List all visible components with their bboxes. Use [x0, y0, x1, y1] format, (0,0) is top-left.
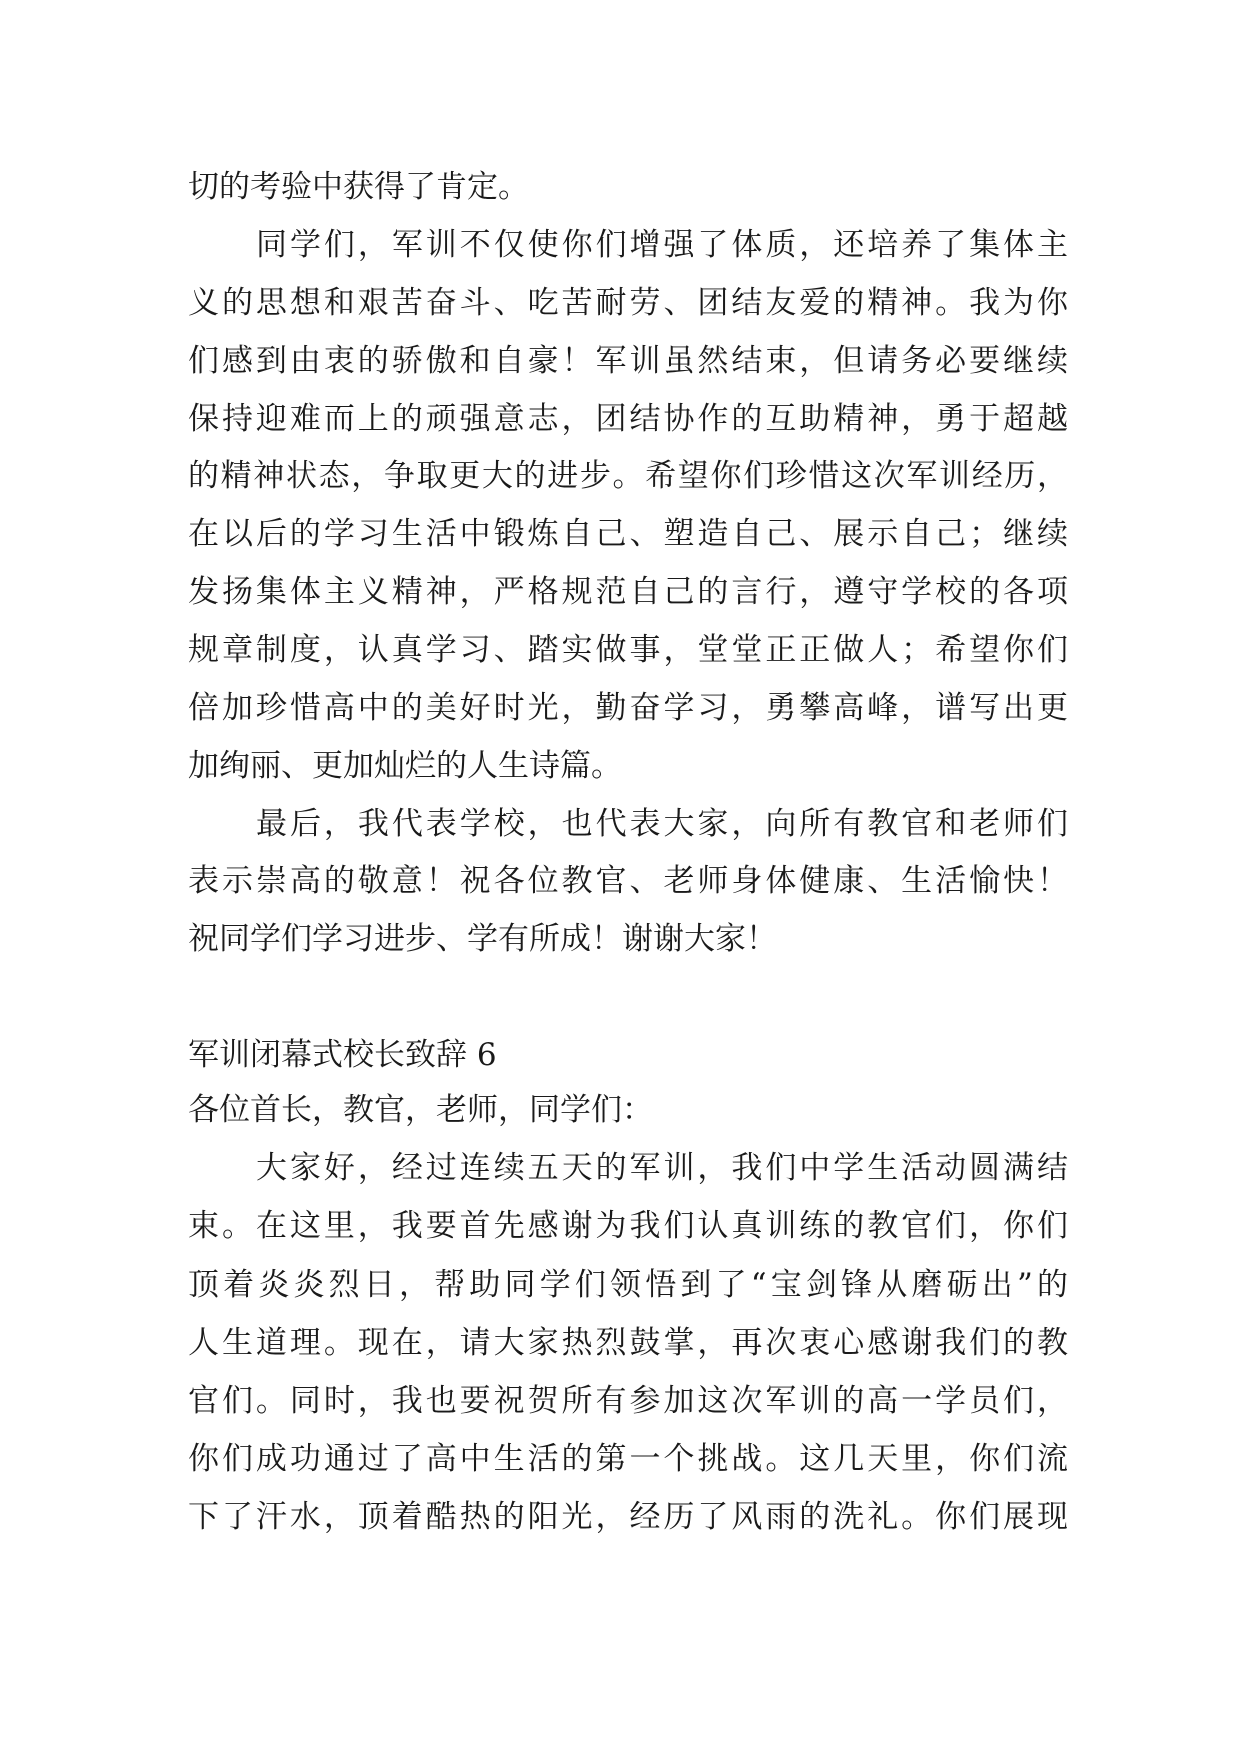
- paragraph-line: 大家好，经过连续五天的军训，我们中学生活动圆满结: [256, 1150, 1068, 1186]
- paragraph-line: 加绚丽、更加灿烂的人生诗篇。: [188, 748, 622, 784]
- paragraph-line: 保持迎难而上的顽强意志，团结协作的互助精神，勇于超越: [188, 401, 1068, 437]
- paragraph-line: 在以后的学习生活中锻炼自己、塑造自己、展示自己；继续: [188, 516, 1068, 552]
- paragraph-line: 束。在这里，我要首先感谢为我们认真训练的教官们，你们: [188, 1208, 1068, 1244]
- paragraph-line: 切的考验中获得了肯定。: [188, 169, 529, 205]
- paragraph-line: 的精神状态，争取更大的进步。希望你们珍惜这次军训经历，: [188, 458, 1068, 494]
- paragraph-line: 发扬集体主义精神，严格规范自己的言行，遵守学校的各项: [188, 574, 1068, 610]
- paragraph-line: 同学们，军训不仅使你们增强了体质，还培养了集体主: [256, 227, 1068, 263]
- paragraph-line: 规章制度，认真学习、踏实做事，堂堂正正做人；希望你们: [188, 632, 1068, 668]
- paragraph-line: 们感到由衷的骄傲和自豪！军训虽然结束，但请务必要继续: [188, 343, 1068, 379]
- paragraph-line: 最后，我代表学校，也代表大家，向所有教官和老师们: [256, 806, 1068, 842]
- paragraph-line: 你们成功通过了高中生活的第一个挑战。这几天里，你们流: [188, 1441, 1068, 1477]
- paragraph-line: 义的思想和艰苦奋斗、吃苦耐劳、团结友爱的精神。我为你: [188, 285, 1068, 321]
- salutation: 各位首长，教官，老师，同学们：: [188, 1092, 653, 1128]
- paragraph-line: 祝同学们学习进步、学有所成！谢谢大家！: [188, 921, 777, 957]
- paragraph-line: 人生道理。现在，请大家热烈鼓掌，再次衷心感谢我们的教: [188, 1325, 1068, 1361]
- paragraph-line: 顶着炎炎烈日，帮助同学们领悟到了“宝剑锋从磨砺出”的: [188, 1267, 1068, 1303]
- paragraph-line: 表示崇高的敬意！祝各位教官、老师身体健康、生活愉快！: [188, 863, 1068, 899]
- paragraph-line: 官们。同时，我也要祝贺所有参加这次军训的高一学员们，: [188, 1383, 1068, 1419]
- section-heading: 军训闭幕式校长致辞 6: [188, 1037, 497, 1073]
- paragraph-line: 下了汗水，顶着酷热的阳光，经历了风雨的洗礼。你们展现: [188, 1499, 1068, 1535]
- paragraph-line: 倍加珍惜高中的美好时光，勤奋学习，勇攀高峰，谱写出更: [188, 690, 1068, 726]
